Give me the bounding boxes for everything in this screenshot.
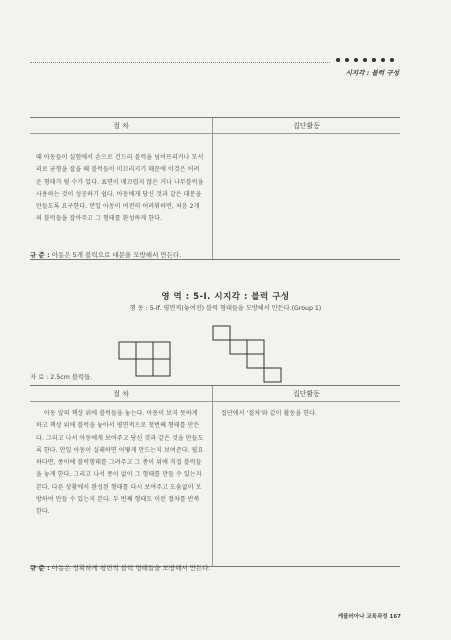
- block-square: [153, 359, 170, 376]
- procedure-table-2: [30, 385, 400, 567]
- group-activity-column-header: 집단활동: [292, 389, 321, 398]
- block-pattern-2: [212, 325, 302, 385]
- criteria-line-2: [30, 563, 211, 572]
- group-activity-text: [213, 134, 400, 259]
- criteria-label: 규 준 :: [30, 564, 50, 572]
- block-square: [247, 340, 264, 354]
- procedure-text: 때 아동들이 실험에서 손으로 건드리 블럭을 넘어뜨리거나 모서리로 균형을 잡을 때 블럭들이 미끄러지기 때문에 이것은 어려운 형태가 될 수가 있다. 표면이 매끄럽지 않은 거나 나무블럭을 사용하는 것이 성공하기 쉽다. 아동에게 당신 것과 같은 대문을 만들도록 요구한다. 만일 아동이 여전히 어려워하면, 처음 2개의 블럭들을 잡아주고 그 형태를 완성하게 한다.: [30, 134, 213, 259]
- block-square: [213, 326, 230, 340]
- group-activity-text: 집단에서 '절차'와 같이 활동을 한다.: [221, 410, 318, 417]
- materials-line: 자 료 : 2.5cm 블럭들.: [30, 374, 93, 381]
- block-square: [247, 354, 264, 368]
- procedure-column-header: 절 차: [30, 118, 213, 133]
- page-footer: 케플러아나 교육과정 167: [337, 614, 401, 620]
- criteria-label: 규 준 :: [30, 251, 50, 259]
- group-activity-column-header: 집단활동: [292, 121, 321, 130]
- block-square: [136, 359, 153, 376]
- procedure-text: 아동 앞의 책상 위에 블럭들을 놓는다. 아동이 보지 못하게 하고 책상 위에 블럭을 놓아서 평면적으로 첫번째 형태를 만든다. 그리고 나서 아동에게 보여주고 당신 것과 같은 것을 만들도록 한다. 만일 아동이 실패하면 어떻게 만드는지 보여준다. 필요하다면, 종이에 블럭형태를 그려주고 그 종이 위에 직접 블럭들을 놓게 한다. 그리고 나서 종이 없이 그 형태를 만들 수 있는지 본다. 다른 상황에서 완성된 형태를 다시 보여주고 도움없이 모방하여 만들 수 있는지 본다. 두 번째 형태도 이런 절차를 반복한다.: [30, 402, 213, 566]
- criteria-text: 아동은 정확하게 평면적 블럭 형태들을 모방해서 만든다.: [51, 564, 211, 572]
- table-header-row: [30, 118, 400, 134]
- block-square: [230, 340, 247, 354]
- header-dotted-rule: [30, 62, 330, 63]
- table-body-row: [30, 402, 400, 566]
- block-square: [153, 342, 170, 359]
- block-square: [136, 342, 153, 359]
- header-dot-row: [336, 58, 394, 62]
- table-header-row: [30, 386, 400, 402]
- header-title: 시지각 : 블럭 구성: [345, 69, 399, 77]
- criteria-line-1: [30, 250, 181, 259]
- table-body-row: [30, 134, 400, 259]
- block-square: [264, 368, 281, 382]
- section-title: 영 역 : 5-Ⅰ. 시지각 : 블럭 구성: [161, 292, 290, 302]
- criteria-text: 아동은 5개 블럭으로 대문을 모방해서 만든다.: [51, 251, 182, 259]
- activity-line: 행 동 : 5-Ⅰf. 평면적(놓여진) 블럭 형태들을 모방해서 만든다.(Group 1): [129, 305, 322, 312]
- block-pattern-1: [118, 325, 188, 385]
- procedure-column-header: 절 차: [30, 386, 213, 401]
- block-square: [119, 342, 136, 359]
- procedure-table-1: [30, 117, 400, 260]
